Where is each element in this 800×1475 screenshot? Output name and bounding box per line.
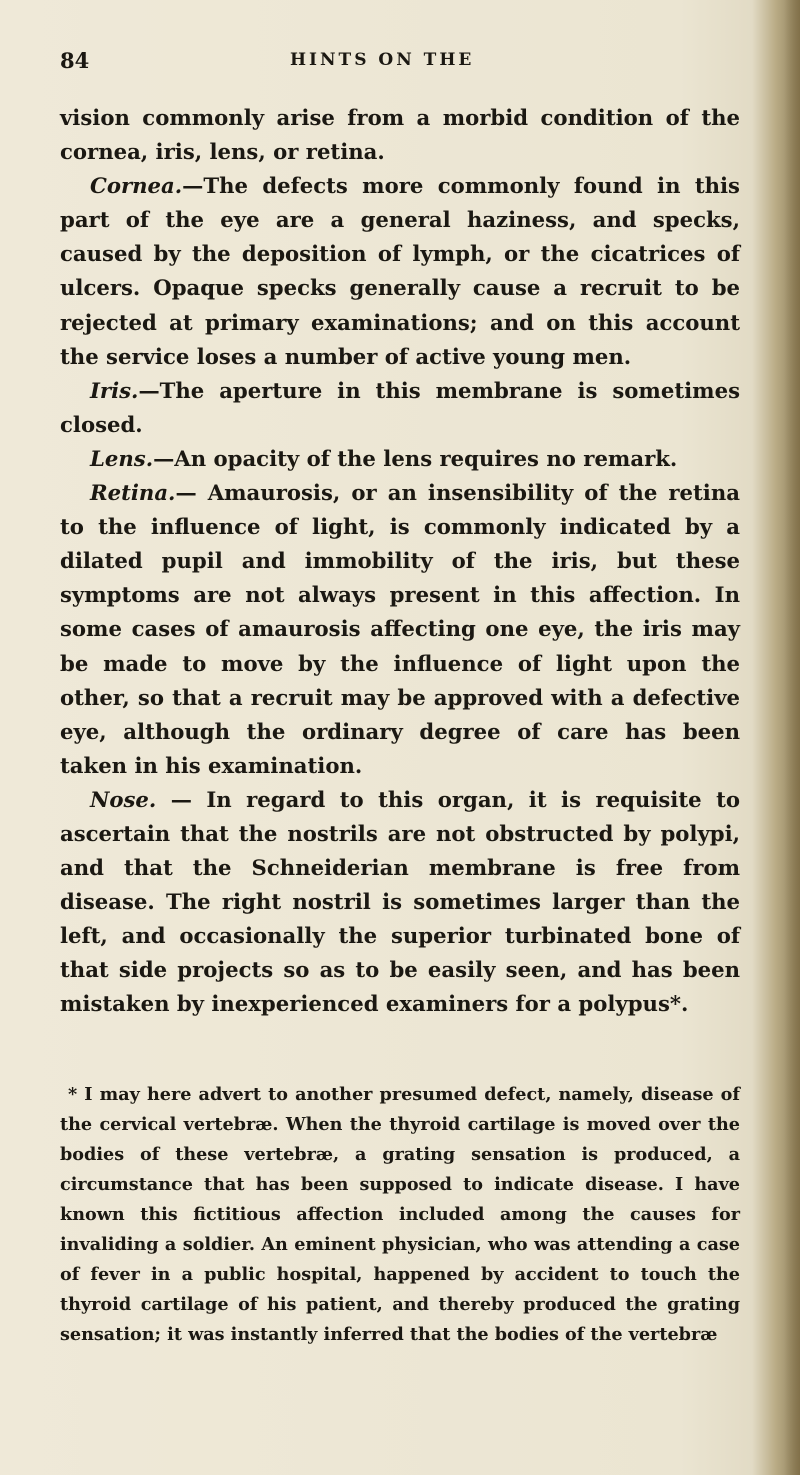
paragraph-term: Nose.	[90, 786, 157, 812]
page-number: 84	[60, 48, 90, 73]
paragraph-cornea	[60, 169, 740, 374]
paragraph-text: —The aperture in this membrane is sometimes closed.	[60, 377, 740, 437]
paragraph-text: —An opacity of the lens requires no remark.	[153, 445, 678, 471]
paragraph-term: Iris.	[90, 377, 139, 403]
paragraph-iris	[60, 374, 740, 442]
paragraph-retina	[60, 476, 740, 783]
paragraph-term: Lens.	[90, 445, 154, 471]
page-header	[60, 48, 750, 78]
paragraph-text: —The defects more commonly found in this part of the eye are a general haziness, and specks, caused by the deposition of lymph, or the cicatrices of ulcers. Opaque specks generally cause a recruit to be rejected at primary examinations; and on this account the service loses a number of active young men.	[60, 173, 740, 369]
paragraph-intro	[60, 101, 740, 169]
paragraph-term: Cornea.	[90, 173, 183, 199]
running-head: HINTS ON THE	[290, 50, 475, 70]
paragraph-text: — Amaurosis, or an insensibility of the retina to the influence of light, is commonly indicated by a dilated pupil and immobility of the iris, but these symptoms are not always present in this affection. In some cases of amaurosis affecting one eye, the iris may be made to move by the influence of light upon the other, so that a recruit may be approved with a defective eye, although the ordinary degree of care has been taken in his examination.	[60, 480, 740, 778]
paragraph-nose	[60, 783, 740, 1022]
page-edge-shadow	[784, 0, 800, 1475]
paragraph-term: Retina.	[90, 480, 176, 506]
body-text	[60, 101, 740, 1022]
footnote	[60, 1080, 740, 1350]
paragraph-text: — In regard to this organ, it is requisite to ascertain that the nostrils are not obstructed by polypi, and that the Schneiderian membrane is free from disease. The right nostril is sometimes larger than the left, and occasionally the superior turbinated bone of that side projects so as to be easily seen, and has been mistaken by inexperienced examiners for a polypus*.	[60, 786, 740, 1017]
footnote-text: * I may here advert to another presumed defect, namely, disease of the cervical vertebræ. When the thyroid cartilage is moved over the bodies of these vertebræ, a grating sensation is produced, a circumstance that has been supposed to indicate disease. I have known this fictitious affection included among the causes for invaliding a soldier. An eminent physician, who was attending a case of fever in a public hospital, happened by accident to touch the thyroid cartilage of his patient, and thereby produced the grating sensation; it was instantly inferred that the bodies of the vertebræ	[60, 1084, 740, 1345]
paragraph-text: vision commonly arise from a morbid condition of the cornea, iris, lens, or retina.	[60, 105, 740, 165]
paragraph-lens	[60, 442, 740, 476]
